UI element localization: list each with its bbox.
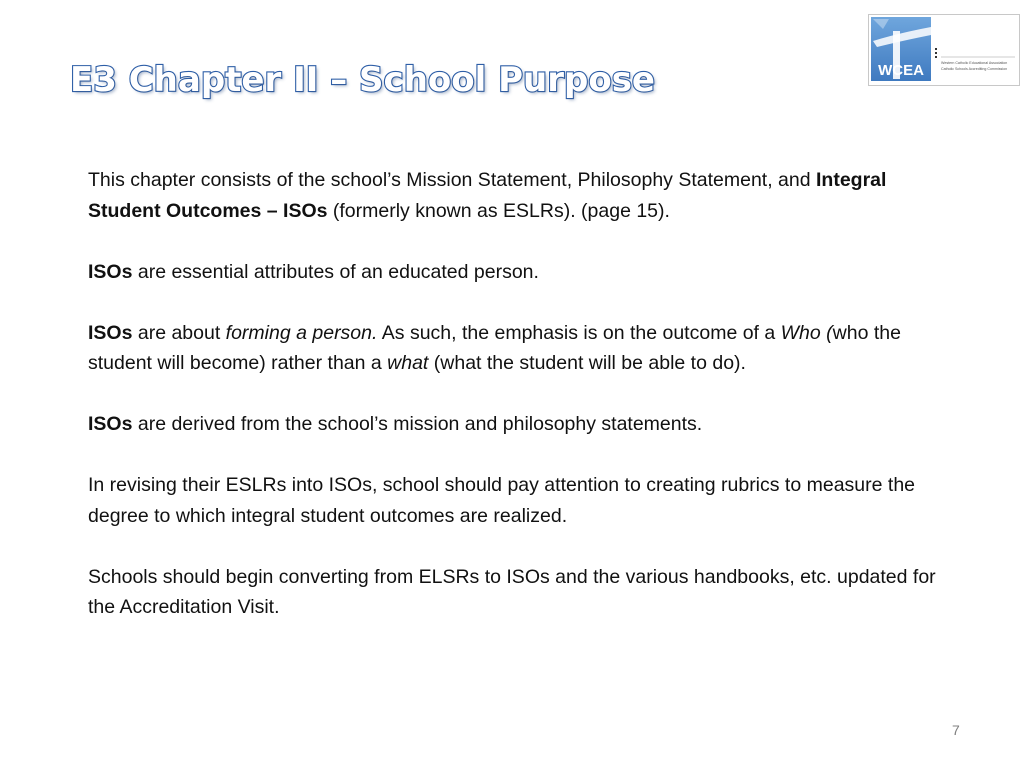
slide-body [88,165,938,653]
paragraph-isos-attributes [88,257,938,288]
text-segment: As such, the emphasis is on the outcome of a [377,321,781,344]
bold-term: ISOs [88,260,133,283]
slide-title: E3 Chapter II – School Purpose [70,60,655,100]
logo-line2: Catholic Schools Accrediting Commission [941,67,1008,71]
paragraph-isos-forming [88,318,938,379]
text-segment: are derived from the school’s mission and philosophy statements. [132,413,703,435]
paragraph-revising [88,470,938,531]
logo-line1: Western Catholic Educational Association [941,61,1008,65]
paragraph-converting [88,562,938,623]
bold-term: ISOs [88,321,133,344]
paragraph-chapter-contents [88,165,938,226]
wcea-logo [868,14,1020,86]
text-segment: (what the student will be able to do). [428,352,746,374]
italic-text: what [387,352,429,374]
logo-text: WCEA [878,62,924,79]
wcea-logo-icon [869,15,1019,85]
text-segment: Schools should begin converting from ELSRs to ISOs and the various handbooks, etc. updated for the Accreditation Visit. [88,565,936,618]
paragraph-isos-derived [88,409,938,440]
bold-term: ISOs [88,413,133,435]
bold-term: Integral Student Outcomes – ISOs [88,169,887,222]
italic-text: forming a person. [225,321,378,344]
page-number: 7 [952,722,960,738]
text-segment: This chapter consists of the school’s Mission Statement, Philosophy Statement, and [88,169,817,191]
italic-text: Who ( [780,321,833,344]
text-segment: (formerly known as ESLRs). (page 15). [327,199,670,222]
text-segment: are essential attributes of an educated person. [132,260,539,283]
text-segment: In revising their ESLRs into ISOs, school should pay attention to creating rubrics to measure the degree to which integral student outcomes are realized. [88,474,916,527]
text-segment: are about [132,321,226,344]
text-segment: who the student will become) rather than a [88,321,901,374]
